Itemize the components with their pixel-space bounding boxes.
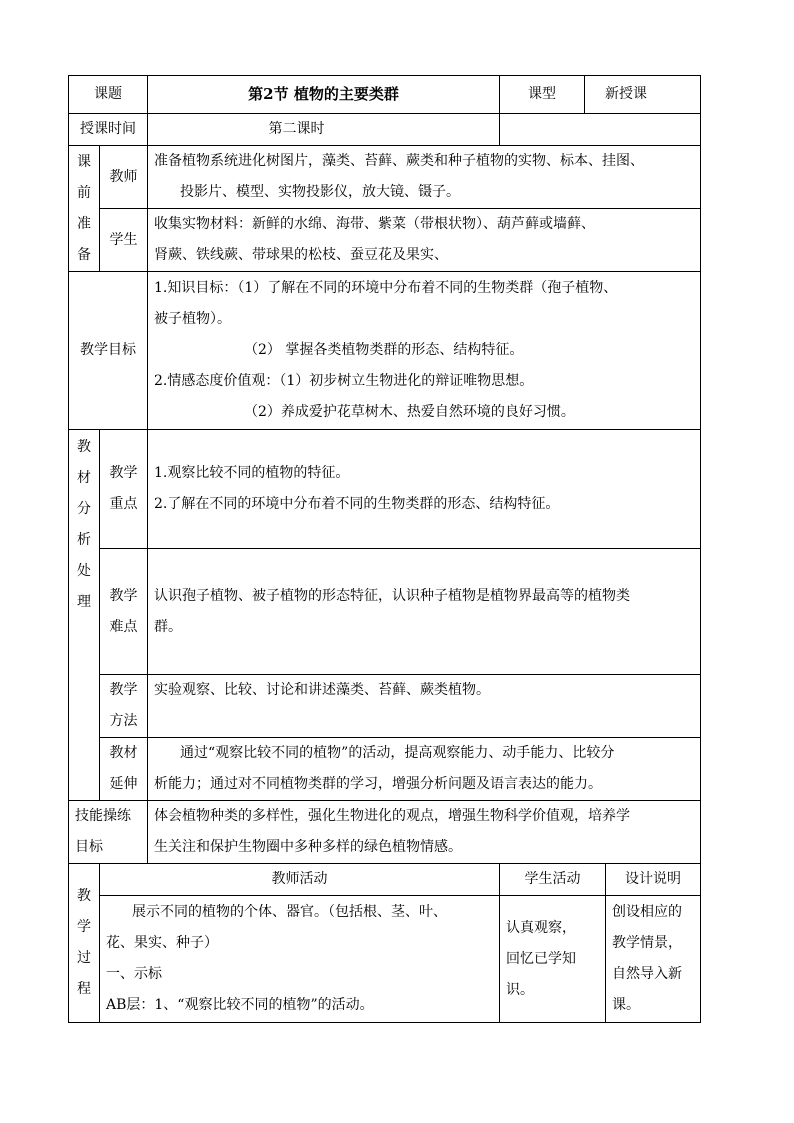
prep-label-char: 备 [77, 246, 91, 263]
analysis-label-char: 教 [77, 439, 91, 455]
prep-label-char: 准 [77, 215, 91, 232]
objectives-line: 1.知识目标：（1）了解在不同的环境中分布着不同的生物类群（孢子植物、 [154, 280, 618, 296]
analysis-label-char: 处 [77, 563, 91, 579]
teacher-activity-line: 一、示标 [106, 966, 162, 982]
skills-label-part: 技能操练 [75, 808, 131, 824]
col-teacher-activity: 教师活动 [100, 864, 500, 896]
prep-teacher-line: 投影片、模型、实物投影仪，放大镜、镊子。 [180, 184, 460, 200]
extension-label [100, 738, 148, 801]
process-label [69, 864, 100, 1023]
design-notes-line: 课。 [612, 997, 641, 1013]
prep-label-char: 课 [77, 153, 91, 170]
design-notes-line: 教学情景， [612, 935, 683, 951]
difficulty-line: 认识孢子植物、被子植物的形态特征，认识种子植物是植物界最高等的植物类 [154, 587, 630, 604]
difficulty-line: 群。 [154, 618, 182, 635]
col-student-activity: 学生活动 [500, 864, 606, 896]
design-notes-content [606, 896, 701, 1023]
topic-label: 课题 [69, 76, 148, 114]
objectives-line: （2） 掌握各类植物类群的形态、结构特征。 [244, 342, 524, 358]
type-value: 新授课 [585, 76, 701, 114]
teacher-activity-line: 展示不同的植物的个体、器官。（包括根、茎、叶、 [132, 904, 447, 920]
key-points-line: 1.观察比较不同的植物的特征。 [154, 465, 350, 481]
prep-label-char: 前 [77, 184, 91, 201]
skills-label-part: 目标 [75, 839, 103, 855]
prep-student-line: 收集实物材料：新鲜的水绵、海带、紫菜（带根状物）、葫芦藓或墙藓、 [154, 216, 595, 232]
skills-label [69, 801, 148, 864]
prep-label [69, 146, 100, 272]
topic-value: 第2节 植物的主要类群 [148, 76, 500, 114]
extension-label-part: 延伸 [109, 776, 138, 792]
extension-content [148, 738, 701, 801]
objectives-line: 2.情感态度价值观：（1）初步树立生物进化的辩证唯物思想。 [154, 373, 534, 389]
time-empty-cell [500, 114, 701, 146]
analysis-label-char: 理 [77, 594, 91, 610]
prep-teacher-label: 教师 [100, 146, 148, 209]
method-content [148, 675, 701, 738]
student-activity-line: 回忆已学知 [506, 950, 577, 967]
objectives-line: 被子植物）。 [154, 311, 231, 327]
analysis-label [69, 430, 100, 801]
method-label-part: 教学 [109, 682, 138, 698]
design-notes-line: 创设相应的 [612, 904, 683, 920]
key-points-label-part: 教学 [109, 465, 138, 481]
analysis-label-char: 材 [77, 470, 91, 486]
objectives-content [148, 272, 701, 430]
difficulty-label-part: 教学 [109, 587, 138, 604]
prep-student-line: 肾蕨、铁线蕨、带球果的松枝、蚕豆花及果实、 [154, 247, 448, 263]
skills-line: 生关注和保护生物圈中多种多样的绿色植物情感。 [154, 839, 462, 855]
design-notes-line: 自然导入新 [612, 966, 683, 982]
student-activity-content [500, 896, 606, 1023]
method-line: 实验观察、比较、讨论和讲述藻类、苔藓、蕨类植物。 [154, 682, 490, 698]
method-label [100, 675, 148, 738]
key-points-content [148, 430, 701, 549]
prep-student-label: 学生 [100, 209, 148, 272]
difficulty-label-part: 难点 [109, 618, 138, 635]
skills-content [148, 801, 701, 864]
difficulty-label [100, 549, 148, 675]
student-activity-line: 认真观察， [506, 919, 577, 936]
col-design-notes: 设计说明 [606, 864, 701, 896]
prep-teacher-line: 准备植物系统进化树图片，藻类、苔藓、蕨类和种子植物的实物、标本、挂图、 [154, 153, 644, 169]
prep-student-content [148, 209, 701, 272]
process-label-char: 学 [77, 919, 91, 935]
objectives-line: （2）养成爱护花草树木、热爱自然环境的良好习惯。 [244, 404, 575, 420]
process-label-char: 过 [77, 950, 91, 966]
skills-line: 体会植物种类的多样性，强化生物进化的观点，增强生物科学价值观，培养学 [154, 808, 630, 824]
analysis-label-char: 析 [77, 532, 91, 548]
type-label: 课型 [500, 76, 585, 114]
teacher-activity-content [100, 896, 500, 1023]
key-points-label-part: 重点 [109, 496, 138, 512]
extension-label-part: 教材 [109, 745, 138, 761]
lesson-plan-table [68, 75, 701, 1023]
method-label-part: 方法 [109, 713, 138, 729]
analysis-label-char: 分 [77, 501, 91, 517]
process-label-char: 程 [77, 981, 91, 997]
key-points-line: 2.了解在不同的环境中分布着不同的生物类群的形态、结构特征。 [154, 496, 560, 512]
teacher-activity-line: AB层：1、“观察比较不同的植物”的活动。 [106, 997, 374, 1013]
difficulty-content [148, 549, 701, 675]
student-activity-line: 识。 [506, 981, 535, 998]
teacher-activity-line: 花、果实、种子） [106, 935, 218, 951]
extension-line: 通过“观察比较不同的植物”的活动，提高观察能力、动手能力、比较分 [180, 745, 615, 761]
extension-line: 析能力；通过对不同植物类群的学习，增强分析问题及语言表达的能力。 [154, 776, 602, 792]
objectives-label: 教学目标 [69, 272, 148, 430]
process-label-char: 教 [77, 888, 91, 904]
time-label: 授课时间 [69, 114, 148, 146]
prep-teacher-content [148, 146, 701, 209]
key-points-label [100, 430, 148, 549]
time-value: 第二课时 [148, 114, 500, 146]
